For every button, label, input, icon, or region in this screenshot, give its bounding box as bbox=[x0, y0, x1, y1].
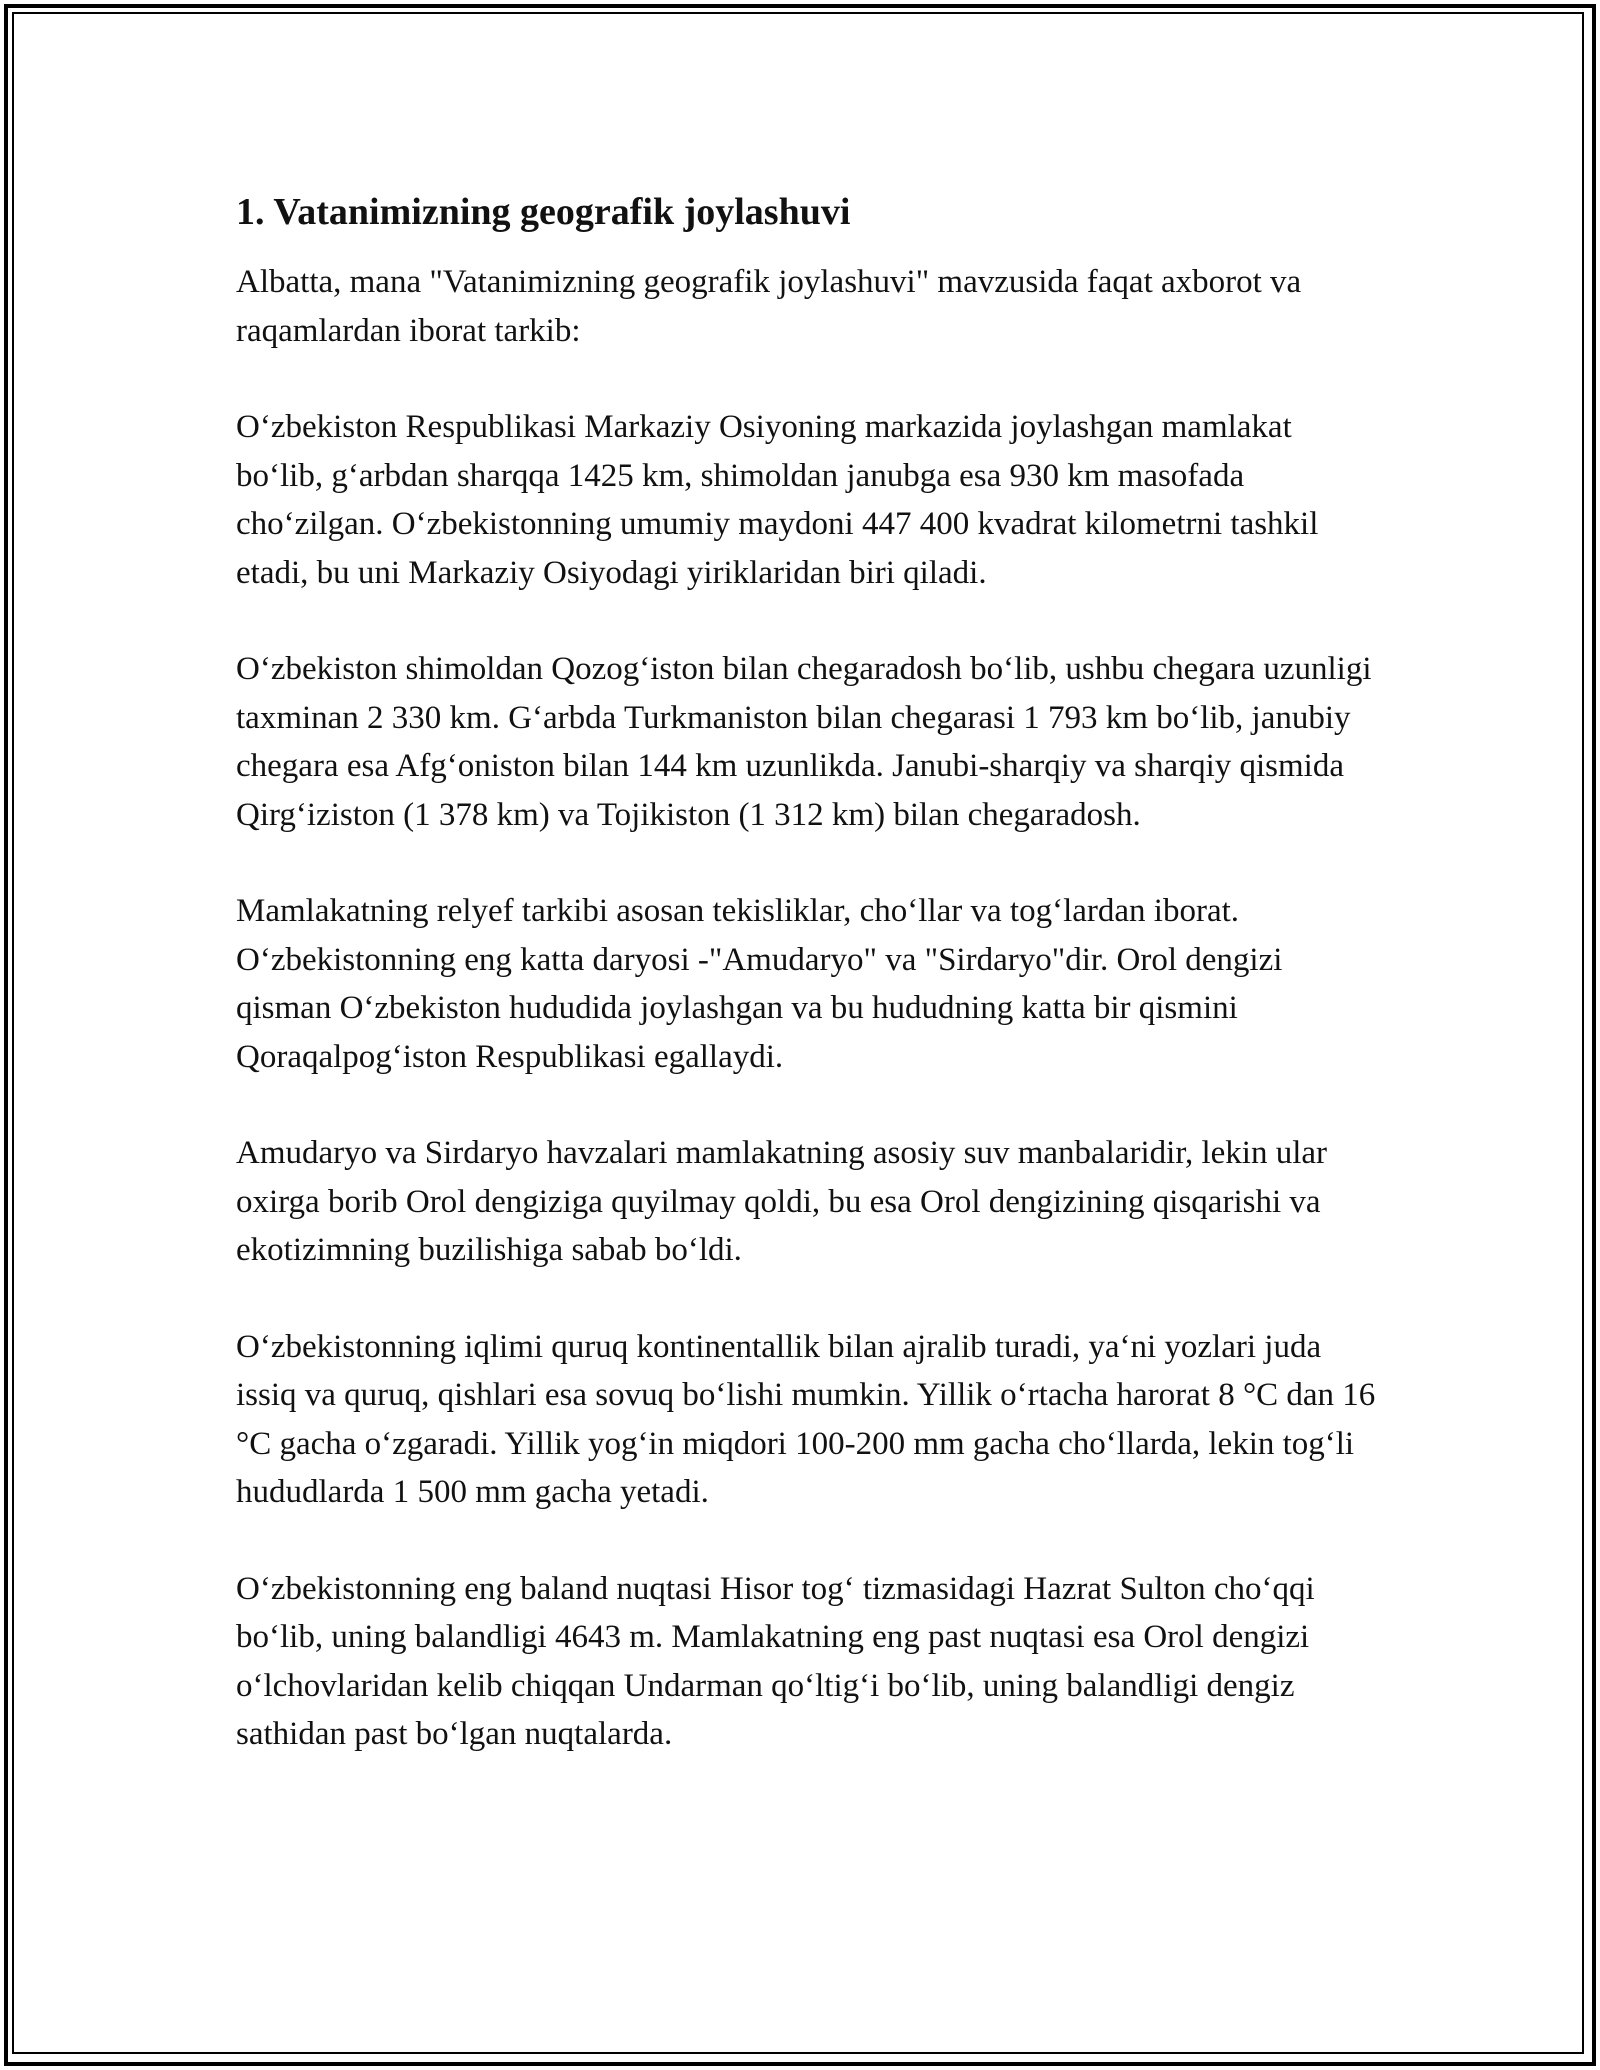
paragraph-elevation: O‘zbekistonning eng baland nuqtasi Hisor tog‘ tizmasidagi Hazrat Sulton cho‘qqi bo‘lib, uning balandligi 4643 m. Mamlakatning eng past nuqtasi esa Orol dengizi o‘lchovlaridan kelib chiqqan Undarman qo‘ltig‘i bo‘lib, uning balandligi dengiz sathidan past bo‘lgan nuqtalarda. bbox=[236, 1570, 1315, 1752]
document-body bbox=[236, 188, 1376, 1807]
paragraph-borders: O‘zbekiston shimoldan Qozog‘iston bilan chegaradosh bo‘lib, ushbu chegara uzunligi taxminan 2 330 km. G‘arbda Turkmaniston bilan chegarasi 1 793 km bo‘lib, janubiy chegara esa Afg‘oniston bilan 144 km uzunlikda. Janubi-sharqiy va sharqiy qismida Qirg‘iziston (1 378 km) va Tojikiston (1 312 km) bilan chegaradosh. bbox=[236, 651, 1372, 833]
paragraph-location: O‘zbekiston Respublikasi Markaziy Osiyoning markazida joylashgan mamlakat bo‘lib, g‘arbdan sharqqa 1425 km, shimoldan janubga esa 930 km masofada cho‘zilgan. O‘zbekistonning umumiy maydoni 447 400 kvadrat kilometrni tashkil etadi, bu uni Markaziy Osiyodagi yiriklaridan biri qiladi. bbox=[236, 409, 1319, 591]
paragraph-relief: Mamlakatning relyef tarkibi asosan tekisliklar, cho‘llar va tog‘lardan iborat. O‘zbekistonning eng katta daryosi -"Amudaryo" va "Sirdaryo"dir. Orol dengizi qisman O‘zbekiston hududida joylashgan va bu hududning katta bir qismini Qoraqalpog‘iston Respublikasi egallaydi. bbox=[236, 893, 1283, 1075]
paragraph-intro: Albatta, mana "Vatanimizning geografik joylashuvi" mavzusida faqat axborot va raqamlardan iborat tarkib: bbox=[236, 264, 1302, 349]
paragraph-climate: O‘zbekistonning iqlimi quruq kontinentallik bilan ajralib turadi, ya‘ni yozlari juda issiq va quruq, qishlari esa sovuq bo‘lishi mumkin. Yillik o‘rtacha harorat 8 °C dan 16 °C gacha o‘zgaradi. Yillik yog‘in miqdori 100-200 mm gacha cho‘llarda, lekin tog‘li hududlarda 1 500 mm gacha yetadi. bbox=[236, 1328, 1376, 1510]
paragraph-water: Amudaryo va Sirdaryo havzalari mamlakatning asosiy suv manbalaridir, lekin ular oxirga borib Orol dengiziga quyilmay qoldi, bu esa Orol dengizining qisqarishi va ekotizimning buzilishiga sabab bo‘ldi. bbox=[236, 1135, 1328, 1268]
document-title: 1. Vatanimizning geografik joylashuvi bbox=[236, 191, 851, 233]
